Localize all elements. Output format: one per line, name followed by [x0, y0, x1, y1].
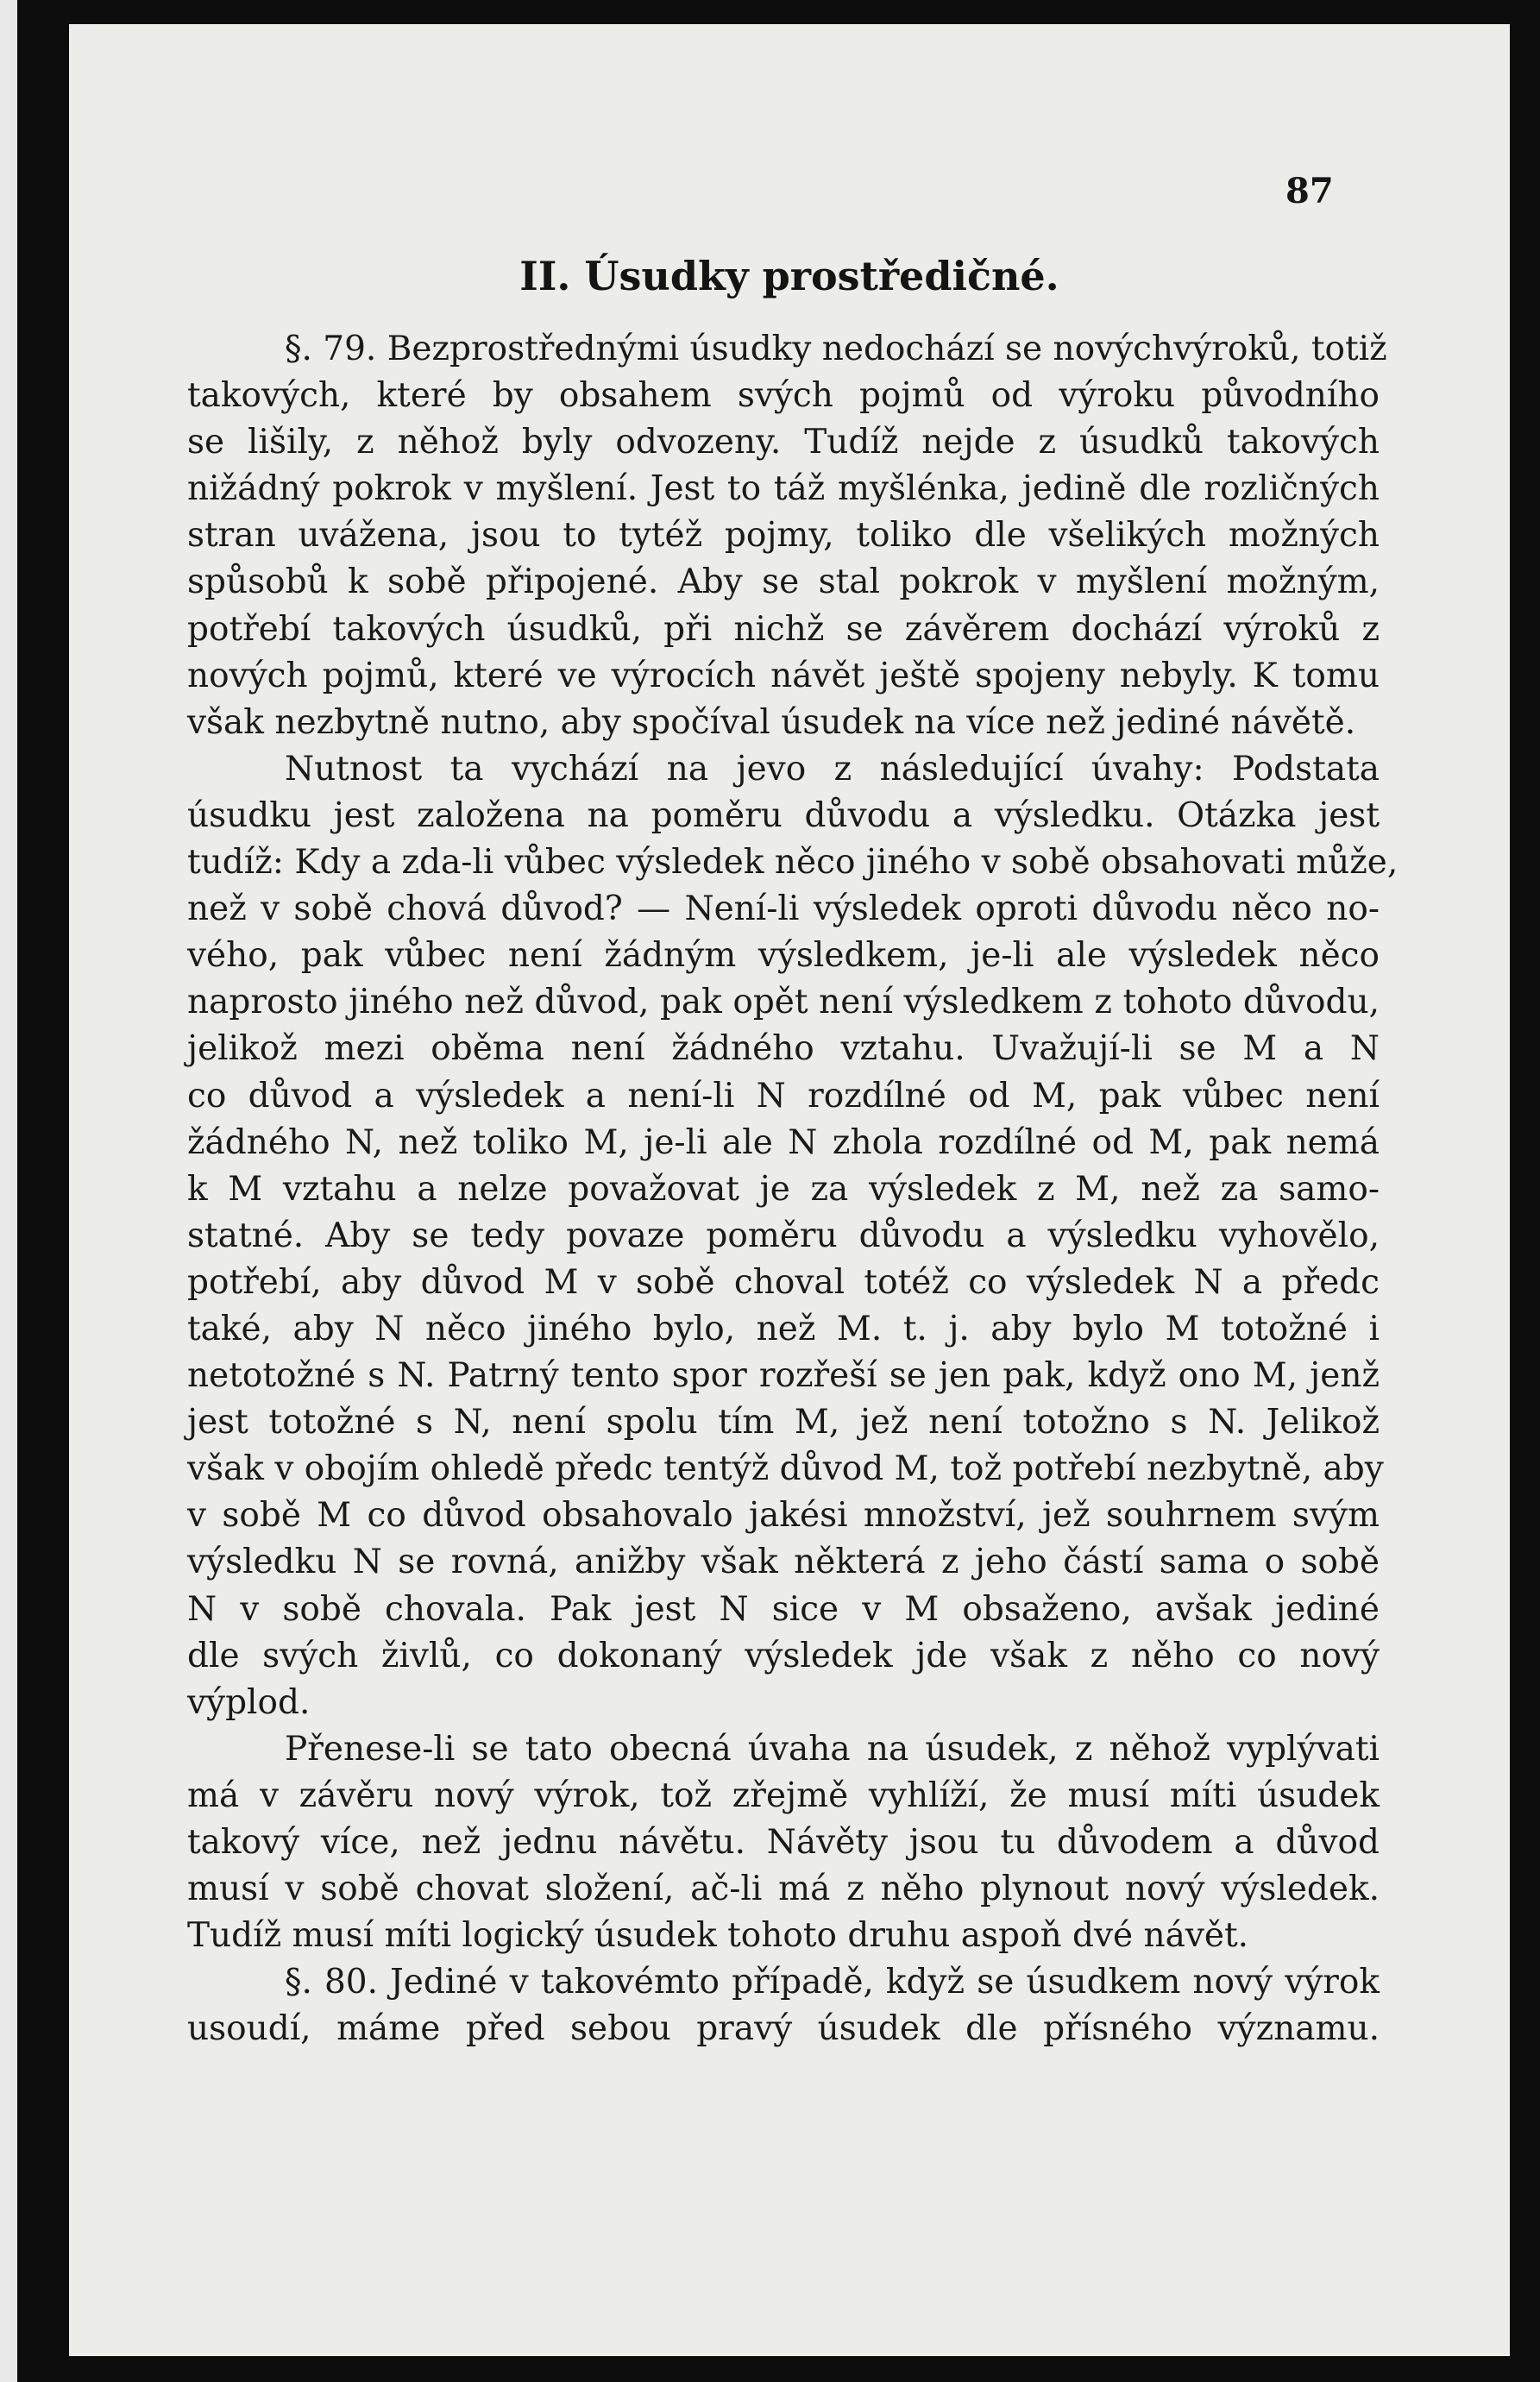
text-line: statné. Aby se tedy povaze poměru důvodu a výsledku vyhovělo,	[187, 1216, 1380, 1255]
text-line: Tudíž musí míti logický úsudek tohoto druhu aspoň dvé návět.	[187, 1916, 1249, 1956]
section-heading: II. Úsudky prostředičné.	[519, 253, 1059, 299]
text-line: N v sobě chovala. Pak jest N sice v M obsaženo, avšak jediné	[187, 1589, 1380, 1629]
text-line: než v sobě chová důvod? — Není-li výsledek oproti důvodu něco no-	[187, 889, 1380, 929]
text-line: musí v sobě chovat složení, ač-li má z něho plynout nový výsledek.	[187, 1870, 1380, 1909]
text-line: dle svých živlů, co dokonaný výsledek jde však z něho co nový	[187, 1636, 1380, 1675]
text-line: se lišily, z něhož byly odvozeny. Tudíž nejde z úsudků takových	[187, 423, 1380, 462]
page-number: 87	[1285, 171, 1334, 211]
text-line: v sobě M co důvod obsahovalo jakési množství, jež souhrnem svým	[187, 1496, 1380, 1536]
text-line: takový více, než jednu návětu. Návěty jsou tu důvodem a důvod	[187, 1823, 1380, 1862]
text-line: spůsobů k sobě připojené. Aby se stal pokrok v myšlení možným,	[187, 563, 1380, 602]
text-line: potřebí takových úsudků, při nichž se závěrem dochází výroků z	[187, 609, 1380, 649]
text-line: usoudí, máme před sebou pravý úsudek dle přísného významu.	[187, 2009, 1380, 2049]
text-line: tudíž: Kdy a zda-li vůbec výsledek něco jiného v sobě obsahovati může,	[187, 843, 1399, 883]
text-line: výsledku N se rovná, anižby však některá z jeho částí sama o sobě	[187, 1543, 1380, 1582]
text-line: také, aby N něco jiného bylo, než M. t. j. aby bylo M totožné i	[187, 1309, 1380, 1348]
text-line: má v závěru nový výrok, tož zřejmě vyhlíží, že musí míti úsudek	[187, 1776, 1380, 1815]
text-line: k M vztahu a nelze považovat je za výsledek z M, než za samo-	[187, 1169, 1380, 1209]
text-line: nových pojmů, které ve výrocích návět ještě spojeny nebyly. K tomu	[187, 656, 1380, 695]
text-line: jest totožné s N, není spolu tím M, jež není totožno s N. Jelikož	[187, 1403, 1380, 1442]
text-line: §. 79. Bezprostřednými úsudky nedochází se novýchvýroků, totiž	[285, 330, 1387, 368]
text-line: co důvod a výsledek a není-li N rozdílné od M, pak vůbec není	[187, 1076, 1380, 1116]
text-line: netotožné s N. Patrný tento spor rozřeší se jen pak, když ono M, jenž	[187, 1356, 1380, 1396]
book-page	[69, 24, 1510, 2356]
text-line: však nezbytně nutno, aby spočíval úsudek na více než jediné návětě.	[187, 702, 1356, 742]
text-line: stran uvážena, jsou to tytéž pojmy, toliko dle všelikých možných	[187, 516, 1380, 556]
adjacent-page-edge	[0, 0, 17, 2382]
text-line: takových, které by obsahem svých pojmů od výroku původního	[187, 376, 1380, 416]
text-line: úsudku jest založena na poměru důvodu a výsledku. Otázka jest	[187, 795, 1380, 835]
text-line: vého, pak vůbec není žádným výsledkem, je-li ale výsledek něco	[187, 936, 1380, 976]
text-line: nižádný pokrok v myšlení. Jest to táž myšlénka, jedině dle rozličných	[187, 469, 1380, 509]
text-line: jelikož mezi oběma není žádného vztahu. Uvažují-li se M a N	[187, 1029, 1380, 1069]
text-line: Přenese-li se tato obecná úvaha na úsudek, z něhož vyplývati	[285, 1729, 1380, 1769]
text-line: Nutnost ta vychází na jevo z následující úvahy: Podstata	[285, 749, 1380, 789]
text-line: však v obojím ohledě předc tentýž důvod M, tož potřebí nezbytně, aby	[187, 1449, 1384, 1489]
text-line: naprosto jiného než důvod, pak opět není výsledkem z tohoto důvodu,	[187, 983, 1380, 1022]
text-line: §. 80. Jediné v takovémto případě, když se úsudkem nový výrok	[285, 1963, 1380, 2002]
text-line: výplod.	[187, 1682, 311, 1722]
text-line: potřebí, aby důvod M v sobě choval totéž co výsledek N a předc	[187, 1262, 1380, 1302]
text-line: žádného N, než toliko M, je-li ale N zhola rozdílné od M, pak nemá	[187, 1122, 1380, 1162]
body-text	[187, 326, 1399, 2052]
